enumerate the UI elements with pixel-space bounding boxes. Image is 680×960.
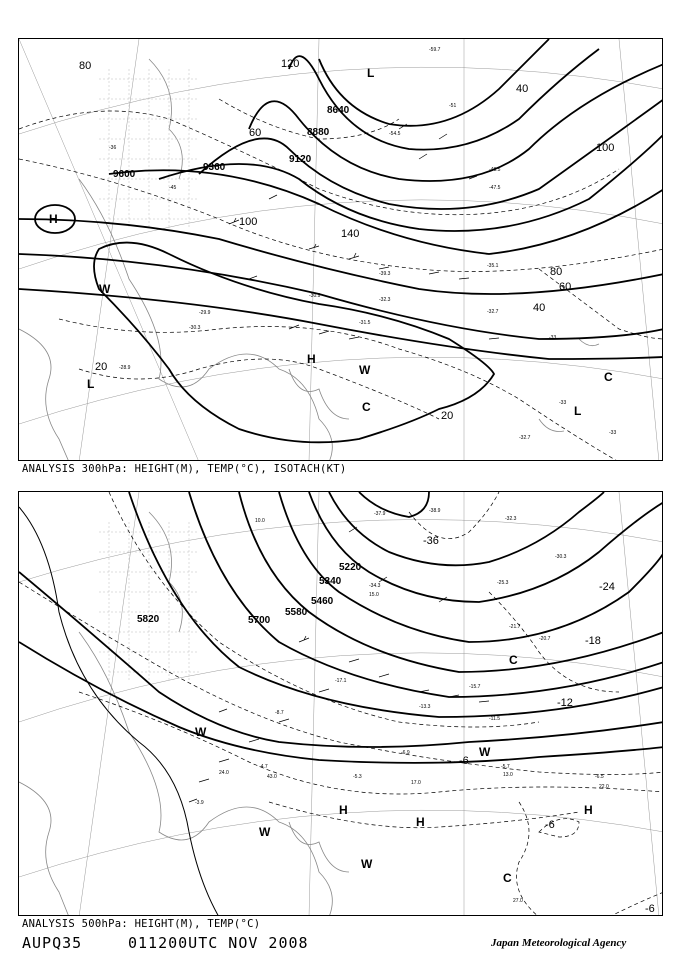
station-value: -30.3	[189, 325, 201, 331]
temp-label: -6	[645, 903, 655, 915]
temp-label: -18	[585, 635, 601, 647]
height-label: 5580	[285, 607, 308, 618]
height-label: 5340	[319, 576, 342, 587]
station-value: -45	[169, 185, 177, 191]
temp-label: -6	[545, 819, 555, 831]
station-value: -33	[609, 430, 617, 436]
isotach-label: 40	[516, 83, 529, 95]
warm-center-mark: W	[361, 857, 373, 871]
isotach-label: 40	[533, 302, 546, 314]
coastlines	[19, 512, 349, 916]
temp-label: -12	[557, 697, 573, 709]
warm-center-mark: W	[99, 282, 111, 296]
isotach-label: 80	[79, 60, 92, 72]
station-value: -33	[549, 335, 557, 341]
station-value: -36	[109, 145, 117, 151]
station-value: -28.9	[119, 365, 131, 371]
station-value: -4.7	[259, 764, 268, 770]
isotach-label: 100	[239, 216, 258, 228]
valid-time: 011200UTC NOV 2008	[128, 934, 309, 952]
pressure-centers	[195, 653, 593, 885]
height-label: 8880	[307, 127, 330, 138]
temp-label: -24	[599, 581, 615, 593]
height-label: 5220	[339, 562, 362, 573]
height-label: 9360	[203, 162, 226, 173]
station-value: -59.7	[429, 47, 441, 53]
high-center-mark: H	[307, 352, 316, 366]
station-value: 43.0	[267, 774, 277, 780]
agency-name: Japan Meteorological Agency	[491, 937, 627, 949]
station-value: -30.9	[309, 293, 321, 299]
station-value: -32.7	[519, 435, 531, 441]
station-value: -15.7	[469, 684, 481, 690]
station-value: -6.9	[401, 750, 410, 756]
height-contours	[19, 492, 663, 763]
station-value: -29.9	[199, 310, 211, 316]
station-value: 13.0	[503, 772, 513, 778]
station-value: -8.7	[275, 710, 284, 716]
warm-center-mark: W	[259, 825, 271, 839]
station-value: -47.5	[489, 185, 501, 191]
warm-center-mark: W	[479, 745, 491, 759]
hatched-area	[99, 522, 199, 682]
low-center-mark: L	[574, 404, 582, 418]
isotach-label: 60	[559, 281, 572, 293]
isotach-label: 80	[550, 266, 563, 278]
ridge-contour	[19, 507, 219, 916]
high-center-mark: H	[416, 815, 425, 829]
station-value: -37.9	[374, 511, 386, 517]
cold-center-mark: C	[604, 370, 613, 384]
high-center-mark: H	[339, 803, 348, 817]
warm-center-mark: W	[359, 363, 371, 377]
station-value: -5.3	[353, 774, 362, 780]
station-value: -39.3	[379, 271, 391, 277]
high-center-mark: H	[584, 803, 593, 817]
station-value: 10.0	[255, 518, 265, 524]
station-value: -51	[449, 103, 457, 109]
station-value: -34.3	[369, 583, 381, 589]
chart-id: AUPQ35	[22, 934, 83, 952]
station-value: -6.5	[595, 774, 604, 780]
height-label: 5820	[137, 614, 160, 625]
height-label: 9120	[289, 154, 312, 165]
station-value: -11.5	[489, 716, 501, 722]
station-value: -54.5	[389, 131, 401, 137]
station-value: -48.5	[489, 167, 501, 173]
temp-label: -6	[459, 755, 469, 767]
station-value: 24.0	[219, 770, 229, 776]
isotach-label: 20	[441, 410, 454, 422]
isotach-label: 120	[281, 58, 300, 70]
high-center-mark: H	[49, 212, 58, 226]
isotach-label: 20	[95, 361, 108, 373]
closed-contour	[94, 243, 494, 443]
low-center-mark: L	[367, 66, 375, 80]
isotach-contours	[19, 99, 663, 461]
cold-center-mark: C	[503, 871, 512, 885]
temp-label: -36	[423, 535, 439, 547]
height-labels	[113, 105, 350, 180]
station-value: -5.7	[501, 764, 510, 770]
station-value: -31.5	[359, 320, 371, 326]
station-value: -17.1	[335, 678, 347, 684]
map-panel-500hpa	[18, 491, 663, 916]
station-value: -35.1	[487, 263, 499, 269]
temp-labels	[423, 535, 655, 915]
station-value: 27.0	[513, 898, 523, 904]
low-center-mark: L	[87, 377, 95, 391]
map-300hpa-canvas	[19, 39, 663, 461]
height-label: 5460	[311, 596, 334, 607]
station-value: 17.0	[411, 780, 421, 786]
isotach-label: 60	[249, 127, 262, 139]
station-value: 22.0	[599, 784, 609, 790]
station-value: -30.3	[555, 554, 567, 560]
caption-300hpa: ANALYSIS 300hPa: HEIGHT(M), TEMP(°C), ISOTACH(KT)	[22, 463, 347, 475]
station-value: -3.9	[195, 800, 204, 806]
isotach-label: 140	[341, 228, 360, 240]
station-value: -32.7	[487, 309, 499, 315]
station-plots	[195, 508, 609, 904]
height-label: 8640	[327, 105, 350, 116]
station-value: -13.3	[419, 704, 431, 710]
isotach-label: 100	[596, 142, 615, 154]
graticule	[19, 39, 663, 461]
station-value: -21.7	[509, 624, 521, 630]
warm-center-mark: W	[195, 725, 207, 739]
cold-center-mark: C	[362, 400, 371, 414]
station-value: 15.0	[369, 592, 379, 598]
station-value: -38.9	[429, 508, 441, 514]
station-value: -32.3	[505, 516, 517, 522]
station-value: -25.3	[497, 580, 509, 586]
pressure-centers	[49, 66, 613, 418]
station-value: -33	[559, 400, 567, 406]
height-label: 5700	[248, 615, 271, 626]
station-value: -20.7	[539, 636, 551, 642]
cold-center-mark: C	[509, 653, 518, 667]
height-label: 9600	[113, 169, 136, 180]
map-panel-300hpa	[18, 38, 663, 461]
map-500hpa-canvas	[19, 492, 663, 916]
station-value: -32.3	[379, 297, 391, 303]
caption-500hpa: ANALYSIS 500hPa: HEIGHT(M), TEMP(°C)	[22, 918, 261, 930]
